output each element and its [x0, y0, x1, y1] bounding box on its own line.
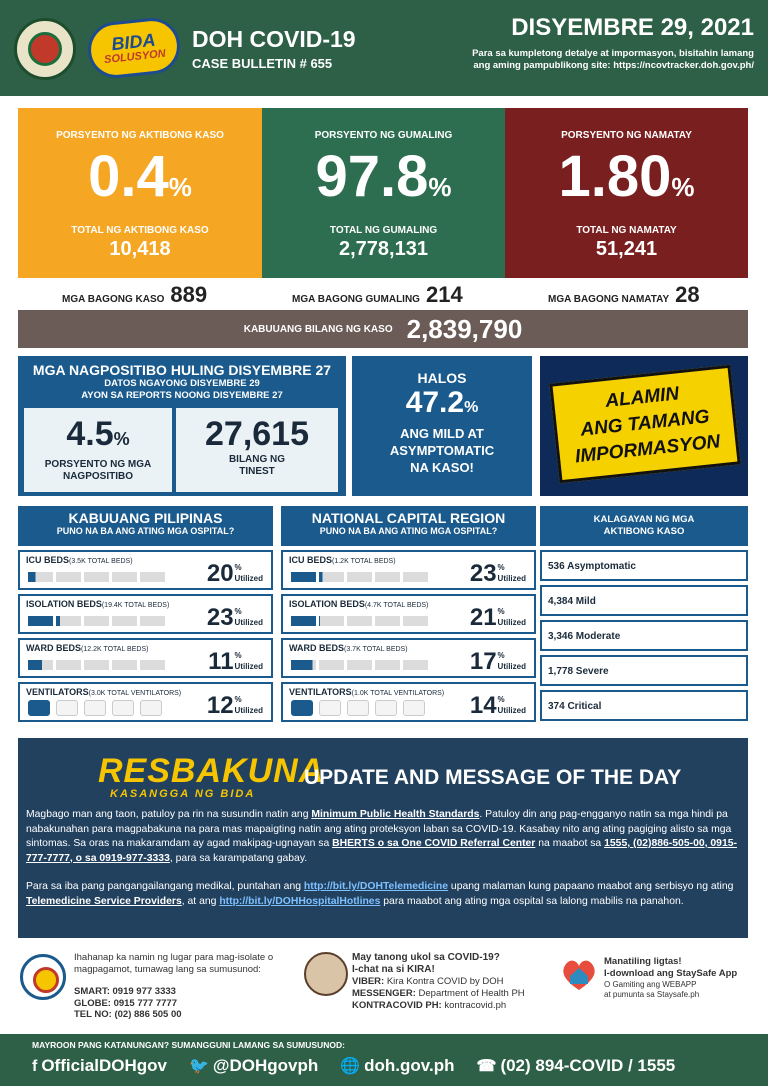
recovered-percent: 97.8 — [315, 144, 429, 209]
active-case-status-panel: KALAGAYAN NG MGA AKTIBONG KASO 536 Asymptomatic 4,384 Mild 3,346 Moderate 1,778 Severe 374 Critical — [540, 506, 748, 721]
staysafe-contact: Manatiling ligtas! I-download ang StaySafe App O Gamiting ang WEBAPP at pumunta sa Staysafe.ph — [604, 956, 738, 999]
ncr-isolation-row: ISOLATION BEDS(4.7K TOTAL BEDS) 21 % Utilized — [281, 594, 536, 634]
doh-logo — [20, 954, 66, 1000]
footer: MAYROON PANG KATANUNGAN? SUMANGGUNI LAMANG SA SUMUSUNOD: f OfficialDOHgov 🐦 @DOHgovph 🌐 doh.gov.ph ☎ (02) 894-COVID / 1555 — [0, 1034, 768, 1086]
update-paragraph-2: Para sa iba pang pangangailangang medikal, puntahan ang http://bit.ly/DOHTelemedicine upang malaman kung papaano maabot ang serbisyo ng ating Telemedicine Service Providers, at ang http://bit.ly/DOHHospitalHotlines para maabot ang ating mga ospital sa lalong mabilis na panahon. — [26, 881, 734, 907]
ncr-hospital-panel: NATIONAL CAPITAL REGION PUNO NA BA ANG ATING MGA OSPITAL? ICU BEDS(1.2K TOTAL BEDS) 23 % Utilized ISOLATION BEDS(4.7K TOTAL BEDS) 21 % Utilized WARD BEDS(3.7K TOTAL BEDS) 17 % Utilized VENTILATORS(1.0K TOTAL VENTILATORS) 14 % Utilized — [281, 506, 536, 722]
positivity-panel: MGA NAGPOSITIBO HULING DISYEMBRE 27 DATOS NGAYONG DISYEMBRE 29 AYON SA REPORTS NOONG DISYEMBRE 27 4.5% PORSYENTO NG MGA NAGPOSITIBO 27,615 BILANG NG TINEST — [18, 356, 346, 496]
doh-seal-logo — [14, 18, 76, 80]
kira-chat-contact: May tanong ukol sa COVID-19? I-chat na si KIRA! VIBER: Kira Kontra COVID by DOH MESSENGER: Department of Health PH KONTRACOVID PH: kontracovid.ph — [352, 952, 525, 1011]
alamin-banner: ALAMIN ANG TAMANG IMPORMASYON — [540, 356, 748, 496]
telemedicine-link[interactable]: http://bit.ly/DOHTelemedicine — [303, 881, 449, 892]
kira-avatar — [304, 952, 348, 996]
status-item-severe: 1,778 Severe — [540, 655, 748, 686]
header — [0, 0, 768, 96]
status-item-moderate: 3,346 Moderate — [540, 620, 748, 651]
recovered-box: PORSYENTO NG GUMALING 97.8% TOTAL NG GUMALING 2,778,131 — [262, 108, 505, 278]
ph-isolation-row: ISOLATION BEDS(19.4K TOTAL BEDS) 23 % Utilized — [18, 594, 273, 634]
globe-icon: 🌐 — [340, 1058, 361, 1075]
active-percent: 0.4 — [88, 144, 169, 209]
bida-logo: BIDA SOLUSYON — [85, 15, 182, 80]
phone-icon: ☎ — [476, 1058, 497, 1075]
ph-ventilators-row: VENTILATORS(3.0K TOTAL VENTILATORS) 12 % Utilized — [18, 682, 273, 722]
phone-link[interactable]: ☎ (02) 894-COVID / 1555 — [476, 1056, 676, 1075]
recovered-total: 2,778,131 — [339, 238, 428, 260]
total-cases-bar: KABUUANG BILANG NG KASO 2,839,790 — [18, 310, 748, 348]
ncr-ventilators-row: VENTILATORS(1.0K TOTAL VENTILATORS) 14 % Utilized — [281, 682, 536, 722]
bulletin-number: CASE BULLETIN # 655 — [192, 56, 333, 71]
twitter-icon: 🐦 — [188, 1058, 209, 1075]
twitter-link[interactable]: 🐦 @DOHgovph — [188, 1056, 319, 1075]
bulletin-title: DOH COVID-19 — [192, 26, 356, 52]
mild-asymptomatic-panel: HALOS 47.2% ANG MILD AT ASYMPTOMATIC NA KASO! — [352, 356, 532, 496]
facebook-link[interactable]: f OfficialDOHgov — [32, 1056, 167, 1075]
staysafe-logo — [558, 954, 600, 996]
ncr-icu-row: ICU BEDS(1.2K TOTAL BEDS) 23 % Utilized — [281, 550, 536, 590]
update-paragraph-1: Magbago man ang taon, patuloy pa rin na susundin natin ang Minimum Public Health Standards. Patuloy din ang pag-engganyo natin sa mga hindi pa nabakunahan para magpabakuna na para mas mapaigting natin ang ating proteksyon laban sa COVID-19. Kasabay nito ang ating pagiging alisto sa mga sintomas. Sa oras na makaramdam ay agad makipag-ugnayan sa BHERTS o sa One COVID Referral Center na maabot sa 1555, (02)886-505-00, 0915-777-7777, o sa 0919-977-3333, para sa karampatang gabay. — [26, 809, 737, 864]
new-cases: MGA BAGONG KASO 889 — [62, 282, 208, 307]
status-item-asymptomatic: 536 Asymptomatic — [540, 550, 748, 581]
new-recovered: MGA BAGONG GUMALING 214 — [292, 282, 463, 307]
hospital-hotlines-link[interactable]: http://bit.ly/DOHHospitalHotlines — [219, 895, 381, 907]
deaths-total: 51,241 — [595, 238, 658, 260]
update-panel: RESBAKUNA KASANGGA NG BIDA UPDATE AND MESSAGE OF THE DAY Magbago man ang taon, patuloy pa rin na susundin natin ang Minimum Public Health Standards. Patuloy din ang pag-engganyo natin sa mga hindi pa nabakunahan para magpabakuna na para mas mapaigting natin ang ating proteksyon laban sa COVID-19. Kasabay nito ang ating pagiging alisto sa mga sintomas. Sa oras na makaramdam ay agad makipag-ugnayan sa BHERTS o sa One COVID Referral Center na maabot sa 1555, (02)886-505-00, 0915-777-7777, o sa 0919-977-3333, para sa karampatang gabay. Para sa iba pang pangangailangang medikal, puntahan ang http://bit.ly/DOHTelemedicine upang malaman kung papaano maabot ang serbisyo ng ating Telemedicine Service Providers, at ang http://bit.ly/DOHHospitalHotlines para maabot ang ating mga ospital sa lalong mabilis na panahon. — [18, 738, 748, 938]
bulletin-date: DISYEMBRE 29, 2021 — [511, 14, 754, 41]
active-cases-box: PORSYENTO NG AKTIBONG KASO 0.4% TOTAL NG AKTIBONG KASO 10,418 — [18, 108, 262, 278]
total-cases-value: 2,839,790 — [406, 313, 523, 344]
resbakuna-logo: RESBAKUNA — [98, 752, 325, 790]
philippines-hospital-panel: KABUUANG PILIPINAS PUNO NA BA ANG ATING MGA OSPITAL? ICU BEDS(3.5K TOTAL BEDS) 20 % Utilized ISOLATION BEDS(19.4K TOTAL BEDS) 23 % Utilized WARD BEDS(12.2K TOTAL BEDS) 11 % Utilized VENTILATORS(3.0K TOTAL VENTILATORS) 12 % Utilized — [18, 506, 273, 722]
website-link[interactable]: 🌐 doh.gov.ph — [340, 1056, 455, 1075]
new-deaths: MGA BAGONG NAMATAY 28 — [548, 282, 700, 307]
status-item-critical: 374 Critical — [540, 690, 748, 721]
ncr-ward-row: WARD BEDS(3.7K TOTAL BEDS) 17 % Utilized — [281, 638, 536, 678]
ph-icu-row: ICU BEDS(3.5K TOTAL BEDS) 20 % Utilized — [18, 550, 273, 590]
deaths-box: PORSYENTO NG NAMATAY 1.80% TOTAL NG NAMATAY 51,241 — [505, 108, 748, 278]
positivity-rate-box: 4.5% PORSYENTO NG MGA NAGPOSITIBO — [24, 408, 172, 492]
facebook-icon: f — [32, 1058, 38, 1075]
header-note: Para sa kumpletong detalye at impormasyon, bisitahin lamang ang aming pampublikong site: https://ncovtracker.doh.gov.ph/ — [472, 48, 754, 71]
tested-count-box: 27,615 BILANG NG TINEST — [176, 408, 338, 492]
status-item-mild: 4,384 Mild — [540, 585, 748, 616]
update-title: UPDATE AND MESSAGE OF THE DAY — [304, 766, 682, 789]
deaths-percent: 1.80 — [558, 144, 672, 209]
active-total: 10,418 — [109, 238, 171, 260]
ph-ward-row: WARD BEDS(12.2K TOTAL BEDS) 11 % Utilized — [18, 638, 273, 678]
